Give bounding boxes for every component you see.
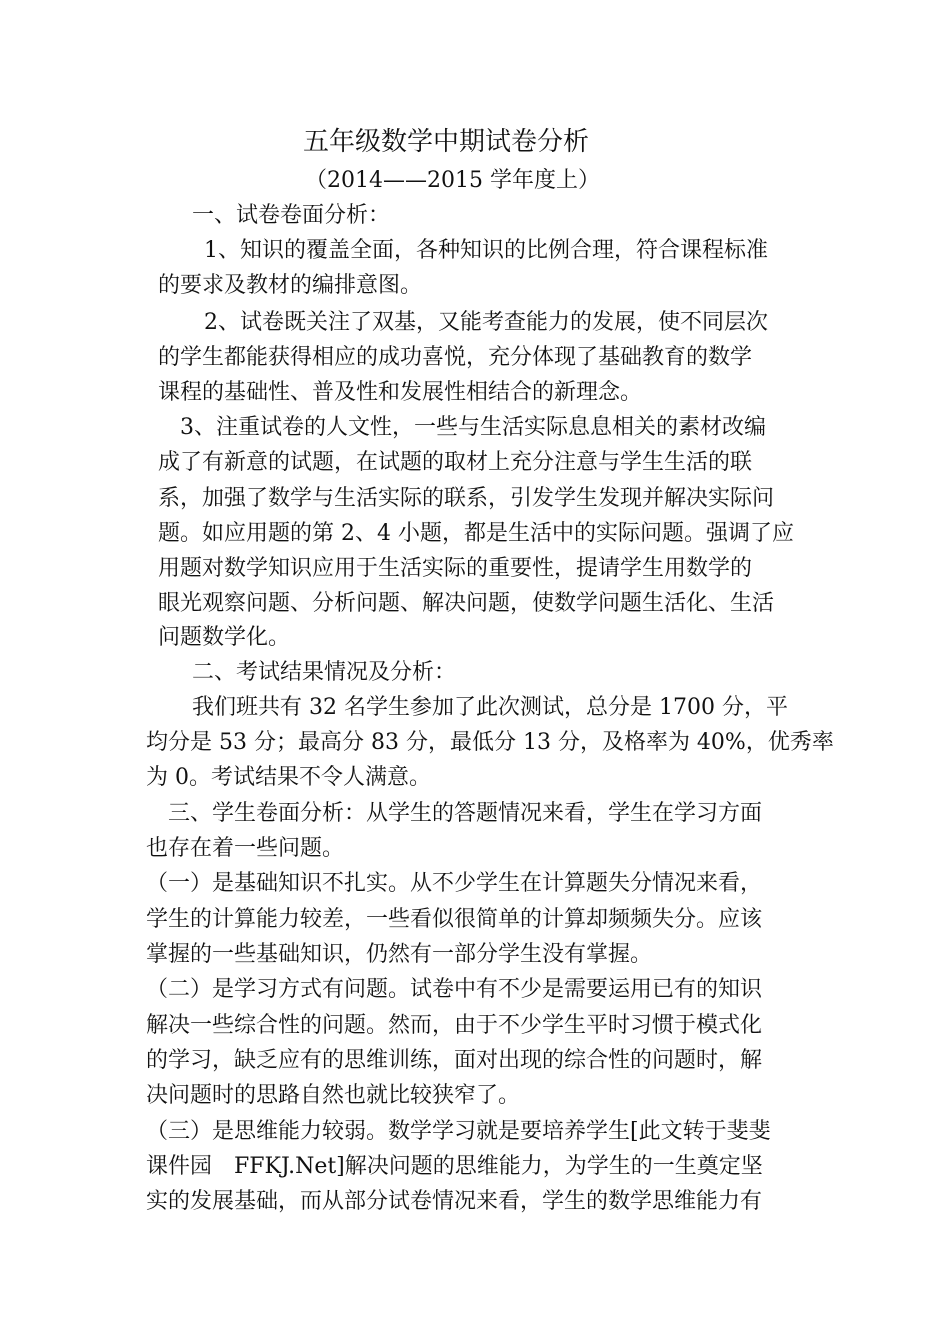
paragraph-line: （三）是思维能力较弱。数学学习就是要培养学生[此文转于斐斐 xyxy=(146,1119,771,1144)
paragraph-line: 课件园 FFKJ.Net]解决问题的思维能力，为学生的一生奠定坚 xyxy=(146,1154,763,1179)
paragraph-line: 课程的基础性、普及性和发展性相结合的新理念。 xyxy=(158,380,643,405)
paragraph-line: 系，加强了数学与生活实际的联系，引发学生发现并解决实际问 xyxy=(158,486,775,511)
section-heading-2: 二、考试结果情况及分析： xyxy=(192,660,457,685)
paragraph-line: 掌握的一些基础知识，仍然有一部分学生没有掌握。 xyxy=(146,942,653,967)
paragraph-line: 的学生都能获得相应的成功喜悦，充分体现了基础教育的数学 xyxy=(158,345,753,370)
paragraph-line: 题。如应用题的第 2、4 小题，都是生活中的实际问题。强调了应 xyxy=(158,521,794,546)
paragraph-line: 我们班共有 32 名学生参加了此次测试，总分是 1700 分，平 xyxy=(192,695,788,720)
section-heading-1: 一、试卷卷面分析： xyxy=(192,203,391,228)
paragraph-line: （一）是基础知识不扎实。从不少学生在计算题失分情况来看， xyxy=(146,871,763,896)
paragraph-line: 成了有新意的试题，在试题的取材上充分注意与学生生活的联 xyxy=(158,450,753,475)
document-subtitle: （2014——2015 学年度上） xyxy=(305,168,600,193)
section-heading-3: 三、学生卷面分析：从学生的答题情况来看，学生在学习方面 xyxy=(168,801,763,826)
paragraph-line: 2、试卷既关注了双基，又能考查能力的发展，使不同层次 xyxy=(204,310,768,335)
paragraph-line: （二）是学习方式有问题。试卷中有不少是需要运用已有的知识 xyxy=(146,977,763,1002)
document-title: 五年级数学中期试卷分析 xyxy=(303,127,590,157)
paragraph-line: 实的发展基础，而从部分试卷情况来看，学生的数学思维能力有 xyxy=(146,1189,763,1214)
paragraph-line: 也存在着一些问题。 xyxy=(146,836,345,861)
paragraph-line: 均分是 53 分；最高分 83 分，最低分 13 分，及格率为 40%，优秀率 xyxy=(146,730,834,755)
paragraph-line: 为 0。考试结果不令人满意。 xyxy=(146,765,431,790)
paragraph-line: 解决一些综合性的问题。然而，由于不少学生平时习惯于模式化 xyxy=(146,1013,763,1038)
paragraph-line: 问题数学化。 xyxy=(158,625,291,650)
paragraph-line: 的学习，缺乏应有的思维训练，面对出现的综合性的问题时，解 xyxy=(146,1048,763,1073)
paragraph-line: 决问题时的思路自然也就比较狭窄了。 xyxy=(146,1083,521,1108)
paragraph-line: 学生的计算能力较差，一些看似很简单的计算却频频失分。应该 xyxy=(146,907,763,932)
paragraph-line: 的要求及教材的编排意图。 xyxy=(158,273,423,298)
paragraph-line: 眼光观察问题、分析问题、解决问题，使数学问题生活化、生活 xyxy=(158,591,775,616)
paragraph-line: 用题对数学知识应用于生活实际的重要性，提请学生用数学的 xyxy=(158,556,753,581)
paragraph-line: 3、注重试卷的人文性，一些与生活实际息息相关的素材改编 xyxy=(180,415,766,440)
paragraph-line: 1、知识的覆盖全面，各种知识的比例合理，符合课程标准 xyxy=(204,238,768,263)
